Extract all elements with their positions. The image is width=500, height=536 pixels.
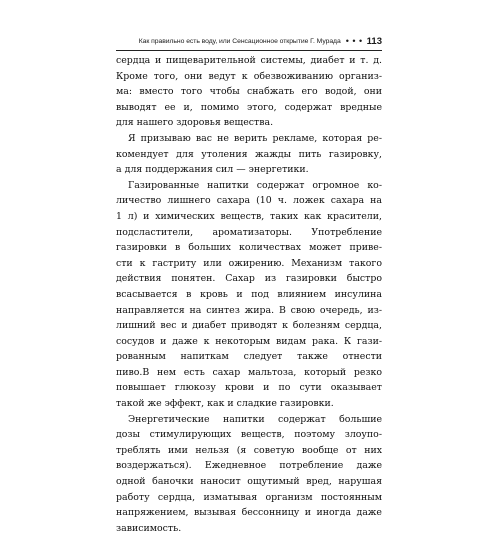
text-line: подсластители, ароматизаторы. Употребление	[116, 226, 382, 238]
paragraph	[116, 53, 382, 131]
text-line: Газированные напитки содержат огромное ко-	[128, 179, 382, 191]
text-line: воздержаться). Ежедневное потребление даже	[116, 460, 382, 472]
text-line: Энергетические напитки содержат большие	[128, 413, 382, 425]
text-line: 1 л) и химических веществ, таких как красители,	[116, 210, 382, 222]
text-line: пиво.В нем есть сахар мальтоза, который резко	[116, 366, 382, 378]
bullet-dots-icon: • • •	[345, 36, 363, 46]
paragraph	[116, 178, 382, 412]
text-line: дозы стимулирующих веществ, поэтому злоупо-	[116, 429, 382, 441]
text-line: рованным напиткам следует также отнести	[116, 351, 382, 363]
text-line: треблять ими нельзя (я советую вообще от них	[116, 444, 382, 456]
text-line: повышает глюкозу крови и по сути оказывает	[116, 382, 382, 394]
text-line: работу сердца, изматывая организм постоянным	[116, 491, 382, 503]
text-line: сти к гастриту или ожирению. Механизм такого	[116, 257, 382, 269]
text-line: газировки в больших количествах может приве-	[116, 242, 382, 254]
text-line: одной баночки наносит ощутимый вред, нарушая	[116, 476, 382, 488]
body-text	[116, 53, 382, 536]
text-line: комендует для утоления жажды пить газировку,	[116, 148, 382, 160]
page-number: 113	[366, 35, 382, 47]
running-head	[116, 33, 382, 49]
text-line: для нашего здоровья вещества.	[116, 117, 274, 129]
paragraph	[116, 131, 382, 178]
text-line: выводят ее и, помимо этого, содержат вредные	[116, 101, 382, 113]
header-rule	[116, 50, 382, 51]
text-line: зависимость.	[116, 522, 182, 534]
paragraph	[116, 412, 382, 536]
text-line: направляется на синтез жира. В свою очередь, из-	[116, 304, 382, 316]
text-line: напряжением, вызывая бессонницу и иногда даже	[116, 507, 382, 519]
running-title: Как правильно есть воду, или Сенсационное открытие Г. Мурада	[138, 37, 341, 45]
text-line: Я призываю вас не верить рекламе, которая ре-	[128, 132, 382, 144]
text-line: а для поддержания сил — энергетики.	[116, 164, 309, 176]
text-line: лишний вес и диабет приводят к болезням сердца,	[116, 320, 382, 332]
text-line: всасывается в кровь и под влиянием инсулина	[116, 288, 382, 300]
text-line: действия понятен. Сахар из газировки быстро	[116, 273, 382, 285]
text-line: сосудов и даже к некоторым видам рака. К гази-	[116, 335, 382, 347]
text-line: личество лишнего сахара (10 ч. ложек сахара на	[116, 195, 382, 207]
text-line: Кроме того, они ведут к обезвоживанию организ-	[116, 70, 382, 82]
text-line: сердца и пищеварительной системы, диабет и т. д.	[116, 55, 382, 66]
text-line: такой же эффект, как и сладкие газировки.	[116, 398, 334, 410]
text-line: ма: вместо того чтобы снабжать его водой, они	[116, 86, 382, 98]
